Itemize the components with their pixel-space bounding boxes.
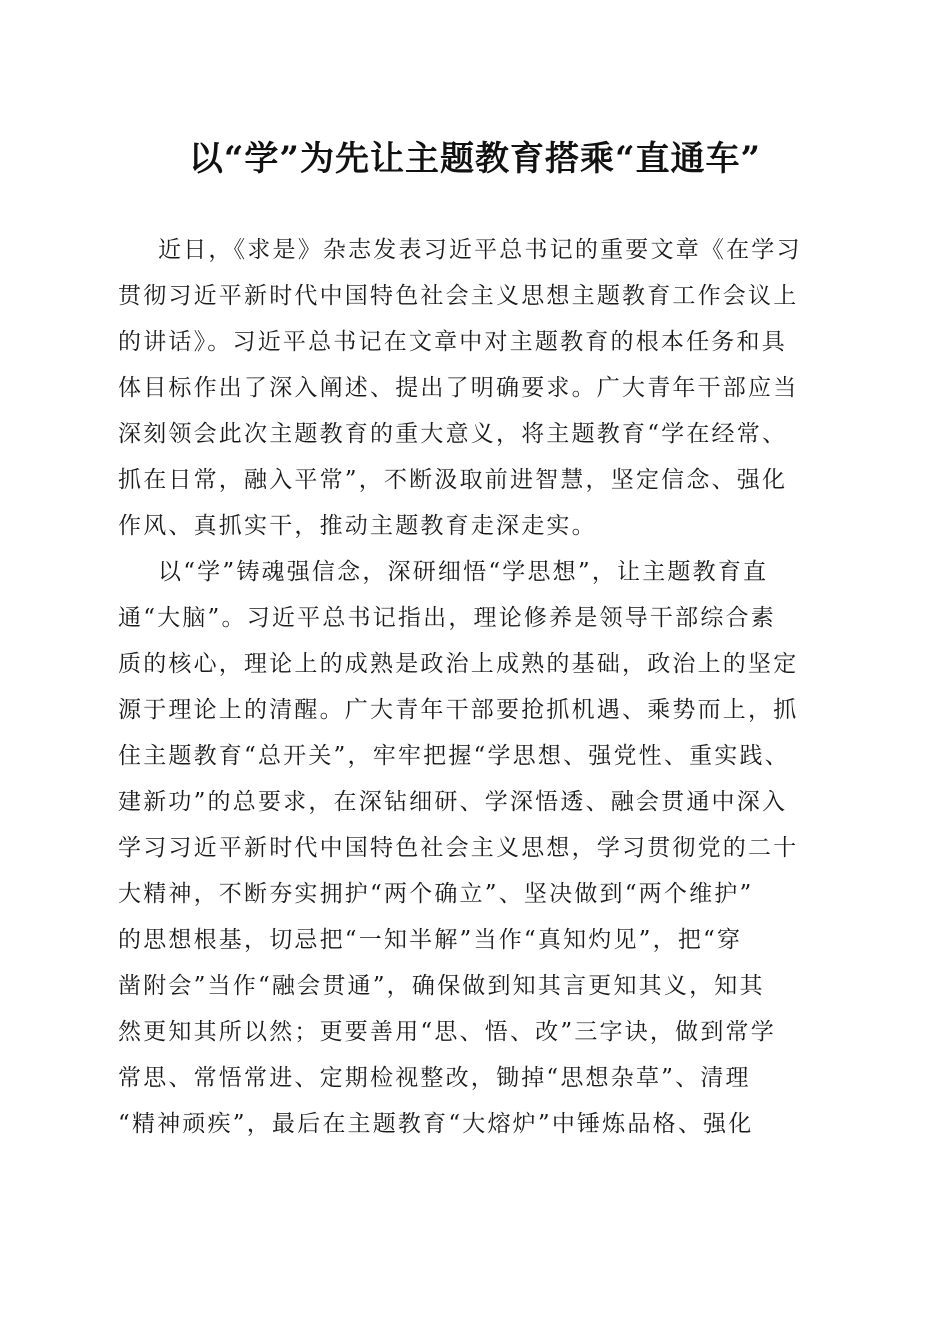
paragraph-1 (118, 227, 838, 549)
text-line: 抓在日常，融入平常”，不断汲取前进智慧，坚定信念、强化 (118, 467, 788, 493)
paragraph-2 (118, 549, 838, 1147)
text-line: 通“大脑”。习近平总书记指出，理论修养是领导干部综合素 (118, 605, 776, 631)
text-line: 常思、常悟常进、定期检视整改，锄掉“思想杂草”、清理 (118, 1065, 751, 1091)
text-line: 贯彻习近平新时代中国特色社会主义思想主题教育工作会议上 (118, 283, 799, 309)
document-title: 以“学”为先让主题教育搭乘“直通车” (188, 139, 762, 179)
text-line: 然更知其所以然；更要善用“思、悟、改”三字诀，做到常学 (118, 1019, 776, 1045)
text-line: 大精神，不断夯实拥护“两个确立”、坚决做到“两个维护” (118, 881, 754, 907)
text-line: 质的核心，理论上的成熟是政治上成熟的基础，政治上的坚定 (118, 651, 799, 677)
text-line: 深刻领会此次主题教育的重大意义，将主题教育“学在经常、 (118, 421, 788, 447)
text-line: 以“学”铸魂强信念，深研细悟“学思想”，让主题教育直 (158, 559, 769, 585)
text-line: 的思想根基，切忌把“一知半解”当作“真知灼见”，把“穿 (118, 927, 743, 953)
text-line: 体目标作出了深入阐述、提出了明确要求。广大青年干部应当 (118, 375, 799, 401)
document-body (118, 227, 838, 1147)
text-line: “精神顽疾”，最后在主题教育“大熔炉”中锤炼品格、强化 (118, 1111, 754, 1137)
text-line: 源于理论上的清醒。广大青年干部要抢抓机遇、乘势而上，抓 (118, 697, 799, 723)
text-line: 凿附会”当作“融会贯通”，确保做到知其言更知其义，知其 (118, 973, 765, 999)
text-line: 建新功”的总要求，在深钻细研、学深悟透、融会贯通中深入 (118, 789, 788, 815)
text-line: 学习习近平新时代中国特色社会主义思想，学习贯彻党的二十 (118, 835, 799, 861)
text-line: 近日，《求是》杂志发表习近平总书记的重要文章《在学习 (158, 237, 802, 263)
text-line: 的讲话》。习近平总书记在文章中对主题教育的根本任务和具 (118, 329, 787, 355)
text-line: 住主题教育“总开关”，牢牢把握“学思想、强党性、重实践、 (118, 743, 790, 769)
text-line: 作风、真抓实干，推动主题教育走深走实。 (118, 513, 597, 539)
